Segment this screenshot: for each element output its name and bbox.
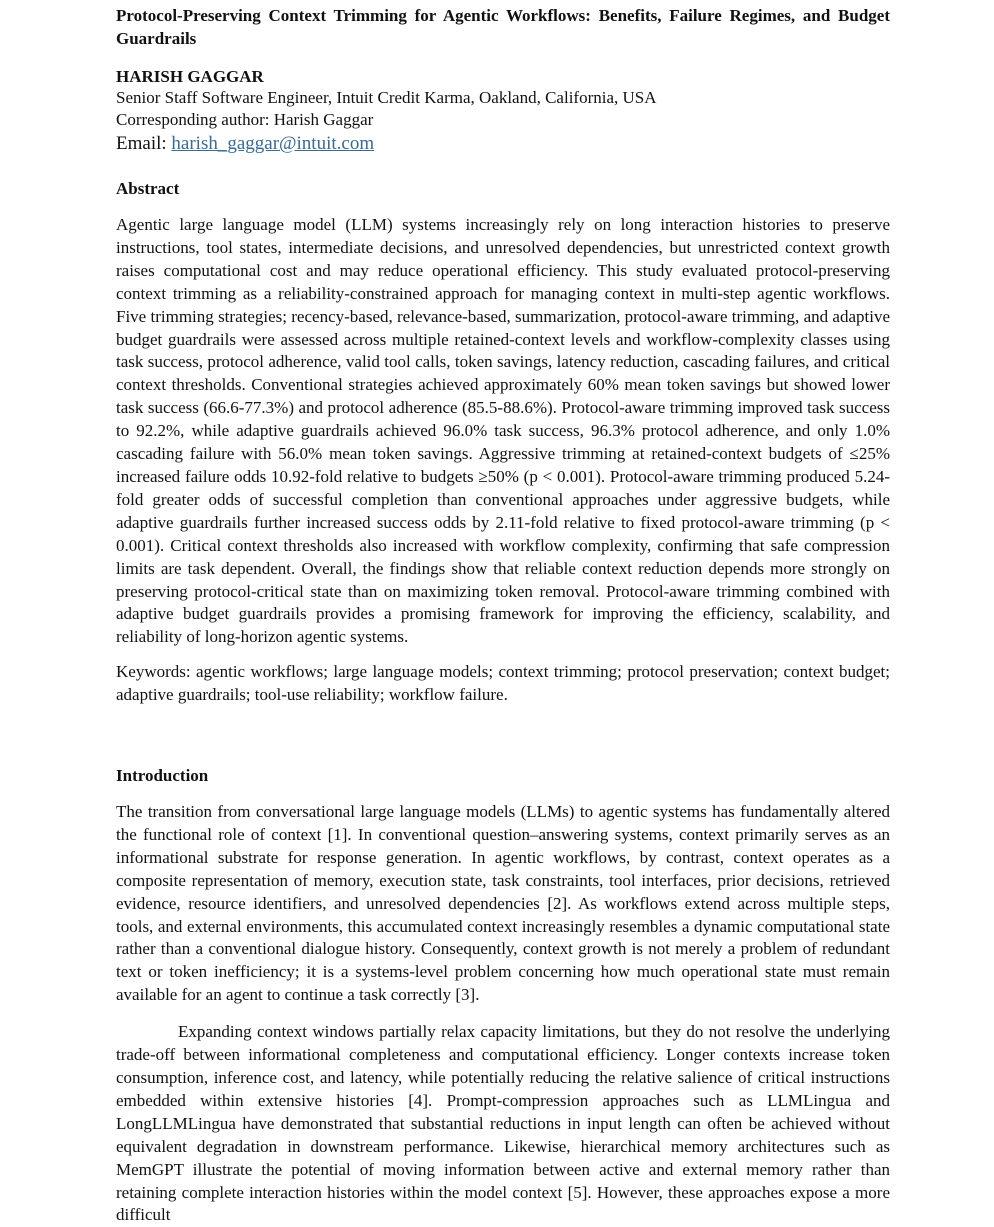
intro-paragraph-2: Expanding context windows partially relax capacity limitations, but they do not resolve the underlying trade-off between informational completeness and computational efficiency. Longer contexts increase token consumption, inference cost, and latency, while potentially reducing the relative salience of critical instructions embedded within extensive histories [4]. Prompt-compression approaches such as LLMLingua and LongLLMLingua have demonstrated that substantial reductions in input length can often be achieved without equivalent degradation in downstream performance. Likewise, hierarchical memory architectures such as MemGPT illustrate the potential of moving information between active and external memory rather than retaining complete interaction histories within the model context [5]. However, these approaches expose a more difficult <box>116 1022 890 1225</box>
paper-title: Protocol-Preserving Context Trimming for Agentic Workflows: Benefits, Failure Regimes, and Budget Guardrails <box>116 6 890 48</box>
abstract-text: Agentic large language model (LLM) systems increasingly rely on long interaction histories to preserve instructions, tool states, intermediate decisions, and unresolved dependencies, but unrestricted context growth raises computational cost and may reduce operational efficiency. This study evaluated protocol-preserving context trimming as a reliability-constrained approach for managing context in multi-step agentic workflows. Five trimming strategies; recency-based, relevance-based, summarization, protocol-aware trimming, and adaptive budget guardrails were assessed across multiple retained-context levels and workflow-complexity classes using task success, protocol adherence, valid tool calls, token savings, latency reduction, cascading failures, and critical context thresholds. Conventional strategies achieved approximately 60% mean token savings but showed lower task success (66.6-77.3%) and protocol adherence (85.5-88.6%). Protocol-aware trimming improved task success to 92.2%, while adaptive guardrails achieved 96.0% task success, 96.3% protocol adherence, and only 1.0% cascading failure with 56.0% mean token savings. Aggressive trimming at retained-context budgets of ≤25% increased failure odds 10.92-fold relative to budgets ≥50% (p < 0.001). Protocol-aware trimming produced 5.24-fold greater odds of successful completion than conventional approaches under aggressive budgets, while adaptive guardrails further increased success odds by 2.11-fold relative to fixed protocol-aware trimming (p < 0.001). Critical context thresholds also increased with workflow complexity, confirming that safe compression limits are task dependent. Overall, the findings show that reliable context reduction depends more strongly on preserving protocol-critical state than on maximizing token removal. Protocol-aware trimming combined with adaptive budget guardrails provides a promising framework for improving the efficiency, scalability, and reliability of long-horizon agentic systems. <box>116 215 890 647</box>
abstract-heading: Abstract <box>116 179 180 198</box>
email-label: Email: <box>116 133 172 154</box>
paper-page <box>116 4 890 1227</box>
corresponding-author: Corresponding author: Harish Gaggar <box>116 110 374 129</box>
author-name: HARISH GAGGAR <box>116 67 264 86</box>
email-link[interactable]: harish_gaggar@intuit.com <box>171 133 375 154</box>
introduction-heading: Introduction <box>116 766 209 786</box>
email-line <box>116 132 890 156</box>
intro-paragraph-1: The transition from conversational large language models (LLMs) to agentic systems has fundamentally altered the functional role of context [1]. In conventional question–answering systems, context primarily serves as an informational substrate for response generation. In agentic workflows, by contrast, context operates as a composite representation of memory, execution state, task constraints, tool interfaces, prior decisions, retrieved evidence, resource identifiers, and unresolved dependencies [2]. As workflows extend across multiple steps, tools, and external environments, this accumulated context increasingly resembles a dynamic computational state rather than a conventional dialogue history. Consequently, context growth is not merely a problem of redundant text or token inefficiency; it is a systems-level problem concerning how much operational state must remain available for an agent to continue a task correctly [3]. <box>116 802 890 1005</box>
keywords: Keywords: agentic workflows; large language models; context trimming; protocol preservation; context budget; adaptive guardrails; tool-use reliability; workflow failure. <box>116 662 890 705</box>
author-affiliation: Senior Staff Software Engineer, Intuit Credit Karma, Oakland, California, USA <box>116 88 657 107</box>
